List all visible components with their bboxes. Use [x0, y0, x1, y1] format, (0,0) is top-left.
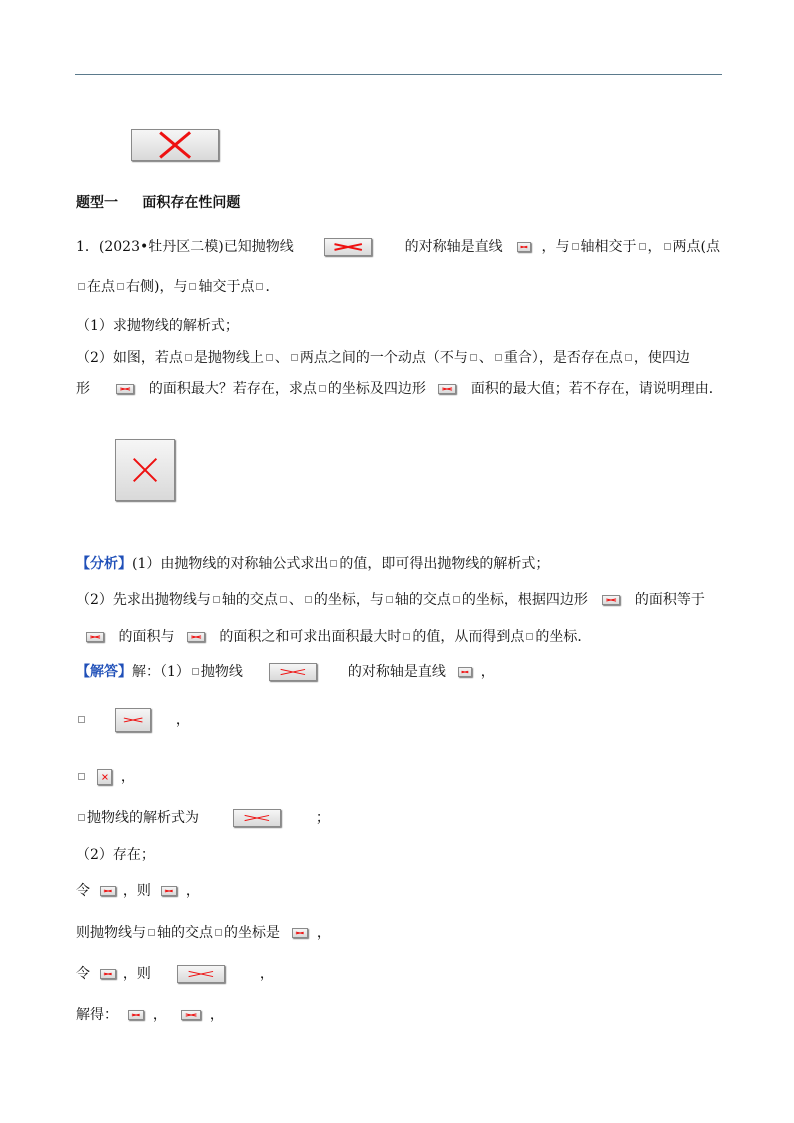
formula-image — [97, 769, 112, 785]
answer-line-9: 解得： ， ， — [76, 1007, 224, 1023]
formula-image — [269, 663, 317, 681]
part-1: （1）求抛物线的解析式； — [76, 318, 239, 334]
answer-line-2: ， — [76, 708, 190, 732]
formula-image — [458, 667, 472, 677]
answer-line-6: 令 ，则 ， — [76, 883, 200, 899]
formula-image — [100, 969, 116, 979]
formula-image — [324, 238, 372, 256]
part-2-line-1: （2）如图，若点 是抛物线上 、 两点之间的一个动点（不与 、 重合），是否存在点 ，使四边 — [76, 350, 690, 366]
formula-image — [181, 1010, 201, 1020]
formula-image — [602, 595, 620, 605]
figure-image — [115, 439, 175, 501]
formula-image — [187, 632, 205, 642]
broken-image-icon — [131, 129, 219, 161]
answer-line-8: 令 ，则 ， — [76, 966, 274, 982]
analysis-line-3: 的面积与 的面积之和可求出面积最大时 的值，从而得到点 的坐标． — [76, 627, 591, 647]
header-rule — [75, 74, 722, 75]
answer-line-1: 【解答】解：（1） 抛物线 的对称轴是直线 ， — [76, 664, 495, 680]
formula-image — [233, 809, 281, 827]
analysis-line-1: 【分析】(1）由抛物线的对称轴公式求出 的值，即可得出抛物线的解析式； — [76, 556, 550, 572]
formula-image — [292, 928, 308, 938]
formula-image — [115, 708, 151, 732]
section-heading: 题型一 面积存在性问题 — [76, 195, 241, 211]
formula-image — [100, 886, 116, 896]
answer-line-5: （2）存在； — [76, 847, 155, 863]
formula-image — [86, 632, 104, 642]
answer-line-3: ， — [76, 767, 135, 787]
formula-image — [517, 242, 531, 252]
answer-line-4: 抛物线的解析式为 ； — [76, 808, 330, 828]
formula-image — [438, 384, 456, 394]
formula-image — [116, 384, 134, 394]
question-line-1: 1．(2023•牡丹区二模)已知抛物线 的对称轴是直线 ，与 轴相交于 ， 两点(点 — [76, 239, 720, 255]
part-2-line-2: 形 的面积最大？若存在，求点 的坐标及四边形 面积的最大值；若不存在，请说明理由． — [76, 381, 723, 397]
answer-line-7: 则抛物线与 轴的交点 的坐标是 ， — [76, 925, 331, 941]
analysis-line-2: （2）先求出抛物线与 轴的交点 、 的坐标，与 轴的交点 的坐标，根据四边形 的面积等于 — [76, 592, 705, 608]
formula-image — [128, 1010, 144, 1020]
formula-image — [177, 965, 225, 983]
question-line-2: 在点 右侧)，与 轴交于点 ． — [76, 277, 279, 297]
formula-image — [161, 886, 177, 896]
